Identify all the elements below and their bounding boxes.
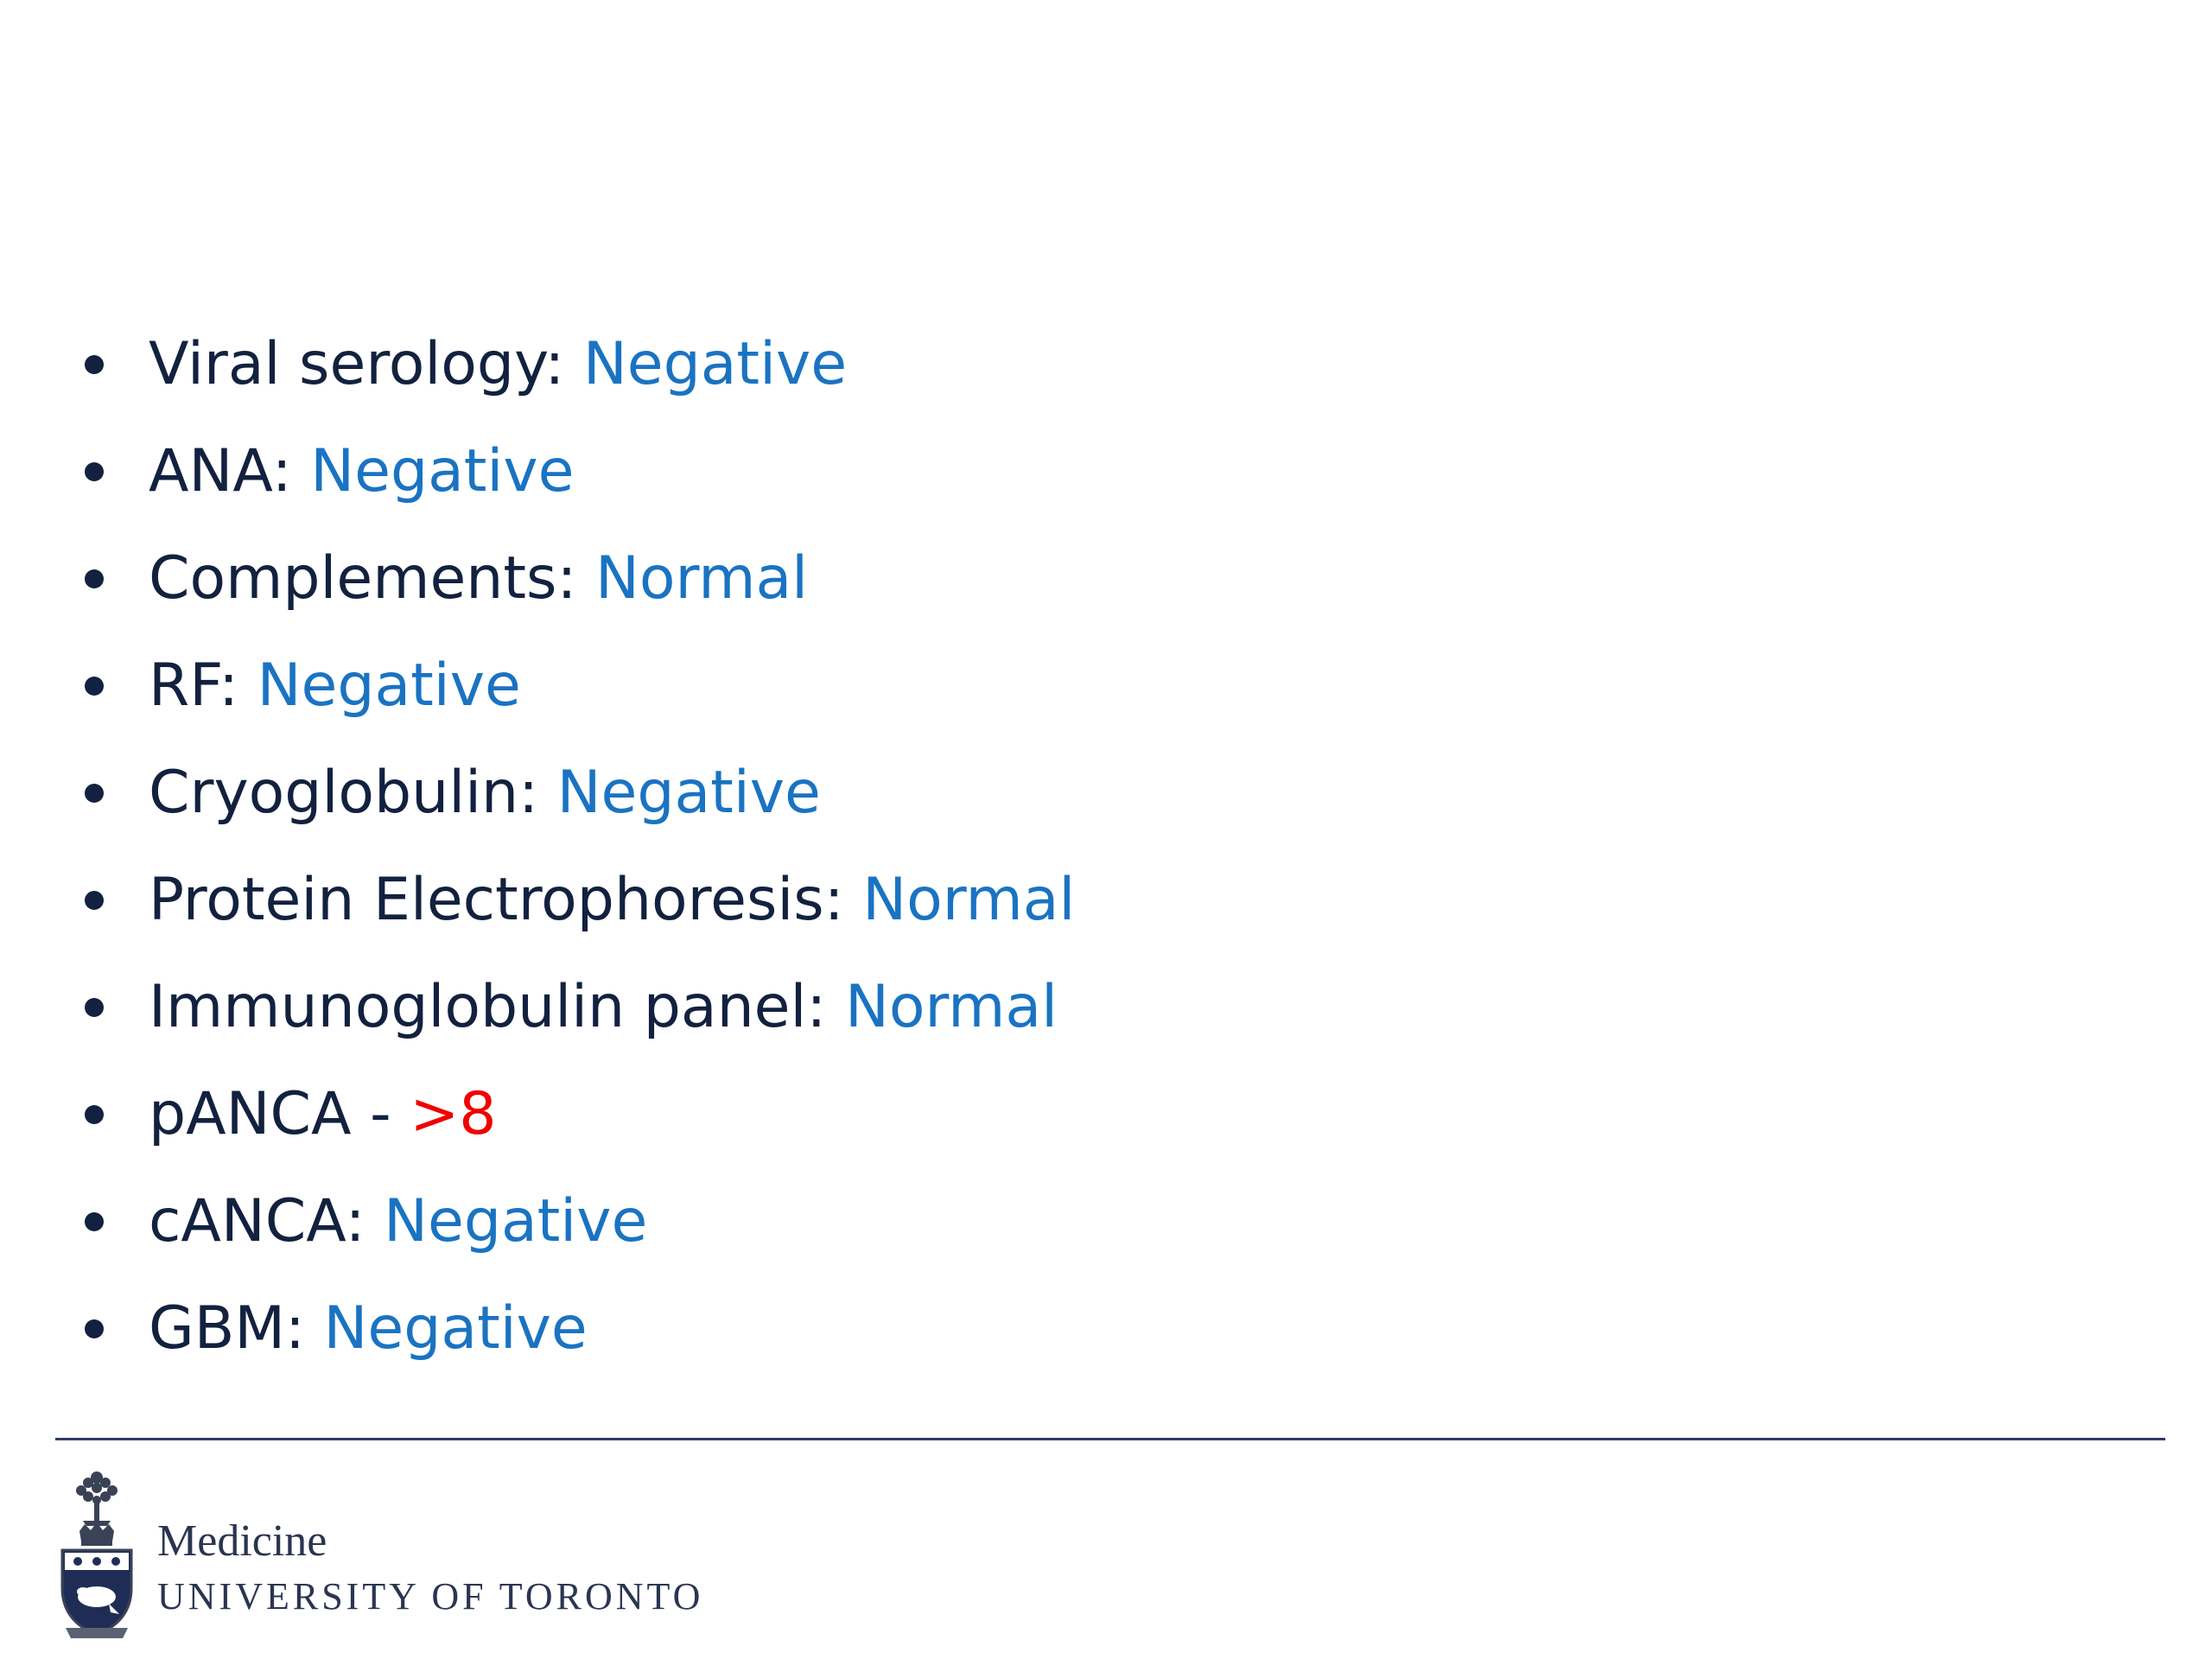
logo-text-medicine: Medicine <box>157 1516 327 1566</box>
bullet-icon <box>85 462 104 481</box>
item-label: pANCA - <box>149 1080 410 1148</box>
list-item-viral-serology <box>78 311 1075 418</box>
logo-text-university: UNIVERSITY OF TORONTO <box>157 1575 704 1618</box>
item-label: ANA: <box>149 437 311 505</box>
item-value: Negative <box>323 1294 588 1363</box>
bullet-icon <box>85 784 104 803</box>
item-label: RF: <box>149 652 257 720</box>
bullet-icon <box>85 1319 104 1338</box>
bullet-icon <box>85 1212 104 1231</box>
item-value: Normal <box>844 973 1058 1041</box>
list-item-canca <box>78 1168 1075 1275</box>
list-item-cryoglobulin <box>78 740 1075 847</box>
item-value-abnormal: >8 <box>410 1080 497 1148</box>
item-label: GBM: <box>149 1294 324 1363</box>
bullet-icon <box>85 891 104 910</box>
bullet-icon <box>85 355 104 374</box>
item-label: Cryoglobulin: <box>149 759 557 827</box>
list-item-panca <box>78 1061 1075 1168</box>
item-value: Negative <box>384 1187 648 1255</box>
bullet-icon <box>85 677 104 696</box>
bullet-icon <box>85 569 104 588</box>
item-value: Normal <box>595 544 809 613</box>
item-value: Negative <box>582 330 848 398</box>
list-item-protein-electrophoresis <box>78 847 1075 954</box>
list-item-gbm <box>78 1275 1075 1382</box>
university-crest-icon <box>57 1467 137 1640</box>
lab-results-list <box>78 311 1075 1382</box>
list-item-rf <box>78 632 1075 740</box>
item-label: Viral serology: <box>149 330 583 398</box>
item-value: Negative <box>556 759 821 827</box>
item-label: Complements: <box>149 544 596 613</box>
item-label: Immunoglobulin panel: <box>149 973 845 1041</box>
item-value: Normal <box>862 866 1076 934</box>
item-value: Negative <box>257 652 521 720</box>
item-label: cANCA: <box>149 1187 385 1255</box>
bullet-icon <box>85 998 104 1017</box>
list-item-immunoglobulin-panel <box>78 954 1075 1061</box>
bullet-icon <box>85 1105 104 1124</box>
list-item-ana <box>78 418 1075 525</box>
footer-divider <box>55 1438 2165 1440</box>
item-label: Protein Electrophoresis: <box>149 866 863 934</box>
list-item-complements <box>78 525 1075 632</box>
item-value: Negative <box>310 437 575 505</box>
